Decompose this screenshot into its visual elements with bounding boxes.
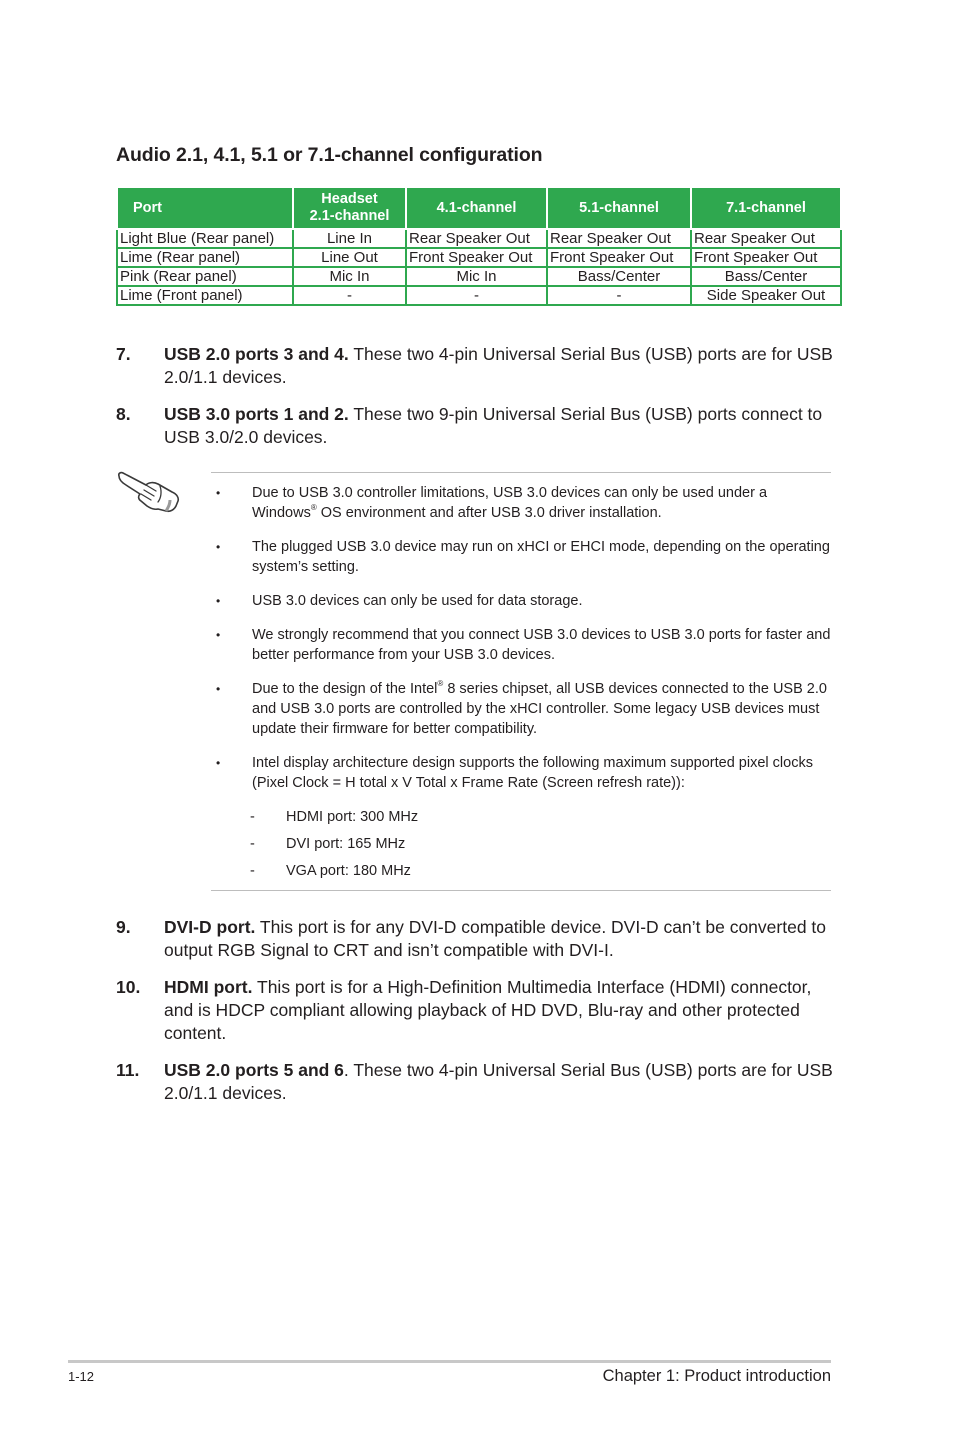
table-cell: - — [293, 286, 406, 305]
bullet: • — [216, 756, 221, 770]
table-row — [117, 248, 841, 267]
table-cell: Rear Speaker Out — [691, 229, 841, 248]
list-item-7 — [116, 343, 836, 389]
header-port: Port — [117, 187, 293, 229]
sub-item-dvi — [250, 834, 405, 854]
table-cell: - — [547, 286, 691, 305]
registered-mark: ® — [437, 679, 444, 688]
item-heading: DVI-D port. — [164, 917, 256, 937]
item-number: 11. — [116, 1060, 140, 1080]
list-item-11 — [116, 1059, 836, 1105]
table-header-row — [117, 187, 841, 229]
note-text: 8 series chipset, all USB devices connected to the USB 2.0 and USB 3.0 ports are controlled by the xHCI controller. Some legacy USB devices must update their firmware for better compatibility. — [252, 681, 827, 737]
table-cell: Side Speaker Out — [691, 286, 841, 305]
table-cell: Bass/Center — [547, 267, 691, 286]
note-text: OS environment and after USB 3.0 driver installation. — [316, 505, 662, 521]
table-cell: - — [406, 286, 547, 305]
sub-text: DVI port: 165 MHz — [286, 836, 406, 852]
item-number: 8. — [116, 404, 131, 424]
table-cell: Front Speaker Out — [406, 248, 547, 267]
table-cell: Line In — [293, 229, 406, 248]
note-item — [216, 591, 832, 611]
list-item-9 — [116, 916, 836, 962]
chapter-title: Chapter 1: Product introduction — [602, 1367, 831, 1385]
bullet: • — [216, 594, 221, 608]
table-cell: Rear Speaker Out — [406, 229, 547, 248]
note-text: Intel display architecture design supports the following maximum supported pixel clocks (Pixel Clock = H total x V Total x Frame Rate (Screen refresh rate)): — [252, 755, 813, 791]
list-item-10 — [116, 976, 836, 1045]
dash: - — [250, 836, 255, 852]
note-text: Due to the design of the Intel — [252, 681, 438, 697]
section-title: Audio 2.1, 4.1, 5.1 or 7.1-channel configuration — [116, 144, 543, 166]
item-text: This port is for any DVI-D compatible device. DVI-D can’t be converted to output RGB Signal to CRT and isn’t compatible with DVI-I. — [164, 917, 827, 960]
table-row — [117, 267, 841, 286]
item-heading: USB 2.0 ports 3 and 4. — [164, 344, 349, 364]
header-headset-line1: Headset — [321, 191, 378, 207]
hand-pointer-icon — [116, 470, 182, 516]
item-heading: USB 3.0 ports 1 and 2. — [164, 404, 349, 424]
header-4-1-channel: 4.1-channel — [406, 187, 547, 229]
item-heading: USB 2.0 ports 5 and 6 — [164, 1060, 344, 1080]
registered-mark: ® — [310, 503, 317, 512]
footer-rule — [68, 1360, 831, 1363]
item-number: 10. — [116, 977, 141, 997]
table-cell: Front Speaker Out — [547, 248, 691, 267]
note-item — [216, 753, 832, 793]
item-number: 7. — [116, 344, 131, 364]
note-item — [216, 625, 832, 665]
item-text: These two 9-pin Universal Serial Bus (USB) ports connect to USB 3.0/2.0 devices. — [164, 404, 823, 447]
note-text: The plugged USB 3.0 device may run on xHCI or EHCI mode, depending on the operating system’s setting. — [252, 539, 830, 575]
header-5-1-channel: 5.1-channel — [547, 187, 691, 229]
table-cell: Mic In — [293, 267, 406, 286]
note-bottom-rule — [211, 890, 831, 891]
sub-text: HDMI port: 300 MHz — [286, 809, 419, 825]
table-cell: Bass/Center — [691, 267, 841, 286]
note-text: USB 3.0 devices can only be used for data storage. — [252, 593, 583, 609]
dash: - — [250, 809, 255, 825]
list-item-8 — [116, 403, 836, 449]
note-text: Due to USB 3.0 controller limitations, USB 3.0 devices can only be used under a Windows — [252, 485, 768, 521]
item-text: These two 4-pin Universal Serial Bus (USB) ports are for USB 2.0/1.1 devices. — [164, 344, 833, 387]
bullet: • — [216, 682, 221, 696]
sub-text: VGA port: 180 MHz — [286, 863, 411, 879]
bullet: • — [216, 540, 221, 554]
table-cell: Light Blue (Rear panel) — [117, 229, 293, 248]
note-top-rule — [211, 472, 831, 473]
item-heading: HDMI port. — [164, 977, 253, 997]
bullet: • — [216, 486, 221, 500]
page-number: 1-12 — [68, 1369, 95, 1384]
bullet: • — [216, 628, 221, 642]
table-cell: Line Out — [293, 248, 406, 267]
item-text: . These two 4-pin Universal Serial Bus (USB) ports are for USB 2.0/1.1 devices. — [164, 1060, 833, 1103]
item-number: 9. — [116, 917, 131, 937]
note-item — [216, 537, 832, 577]
audio-config-table — [116, 186, 842, 306]
sub-item-vga — [250, 861, 411, 881]
table-row — [117, 286, 841, 305]
item-text: This port is for a High-Definition Multimedia Interface (HDMI) connector, and is HDCP compliant allowing playback of HD DVD, Blu-ray and other protected content. — [164, 977, 812, 1043]
table-cell: Pink (Rear panel) — [117, 267, 293, 286]
table-cell: Front Speaker Out — [691, 248, 841, 267]
table-cell: Lime (Front panel) — [117, 286, 293, 305]
note-item — [216, 483, 832, 523]
table-cell: Lime (Rear panel) — [117, 248, 293, 267]
table-cell: Mic In — [406, 267, 547, 286]
table-row — [117, 229, 841, 248]
header-headset-line2: 2.1-channel — [309, 208, 390, 224]
header-headset — [293, 187, 406, 229]
header-7-1-channel: 7.1-channel — [691, 187, 841, 229]
dash: - — [250, 863, 255, 879]
table-cell: Rear Speaker Out — [547, 229, 691, 248]
sub-item-hdmi — [250, 807, 418, 827]
note-item — [216, 679, 832, 739]
note-text: We strongly recommend that you connect USB 3.0 devices to USB 3.0 ports for faster and better performance from your USB 3.0 devices. — [252, 627, 831, 663]
